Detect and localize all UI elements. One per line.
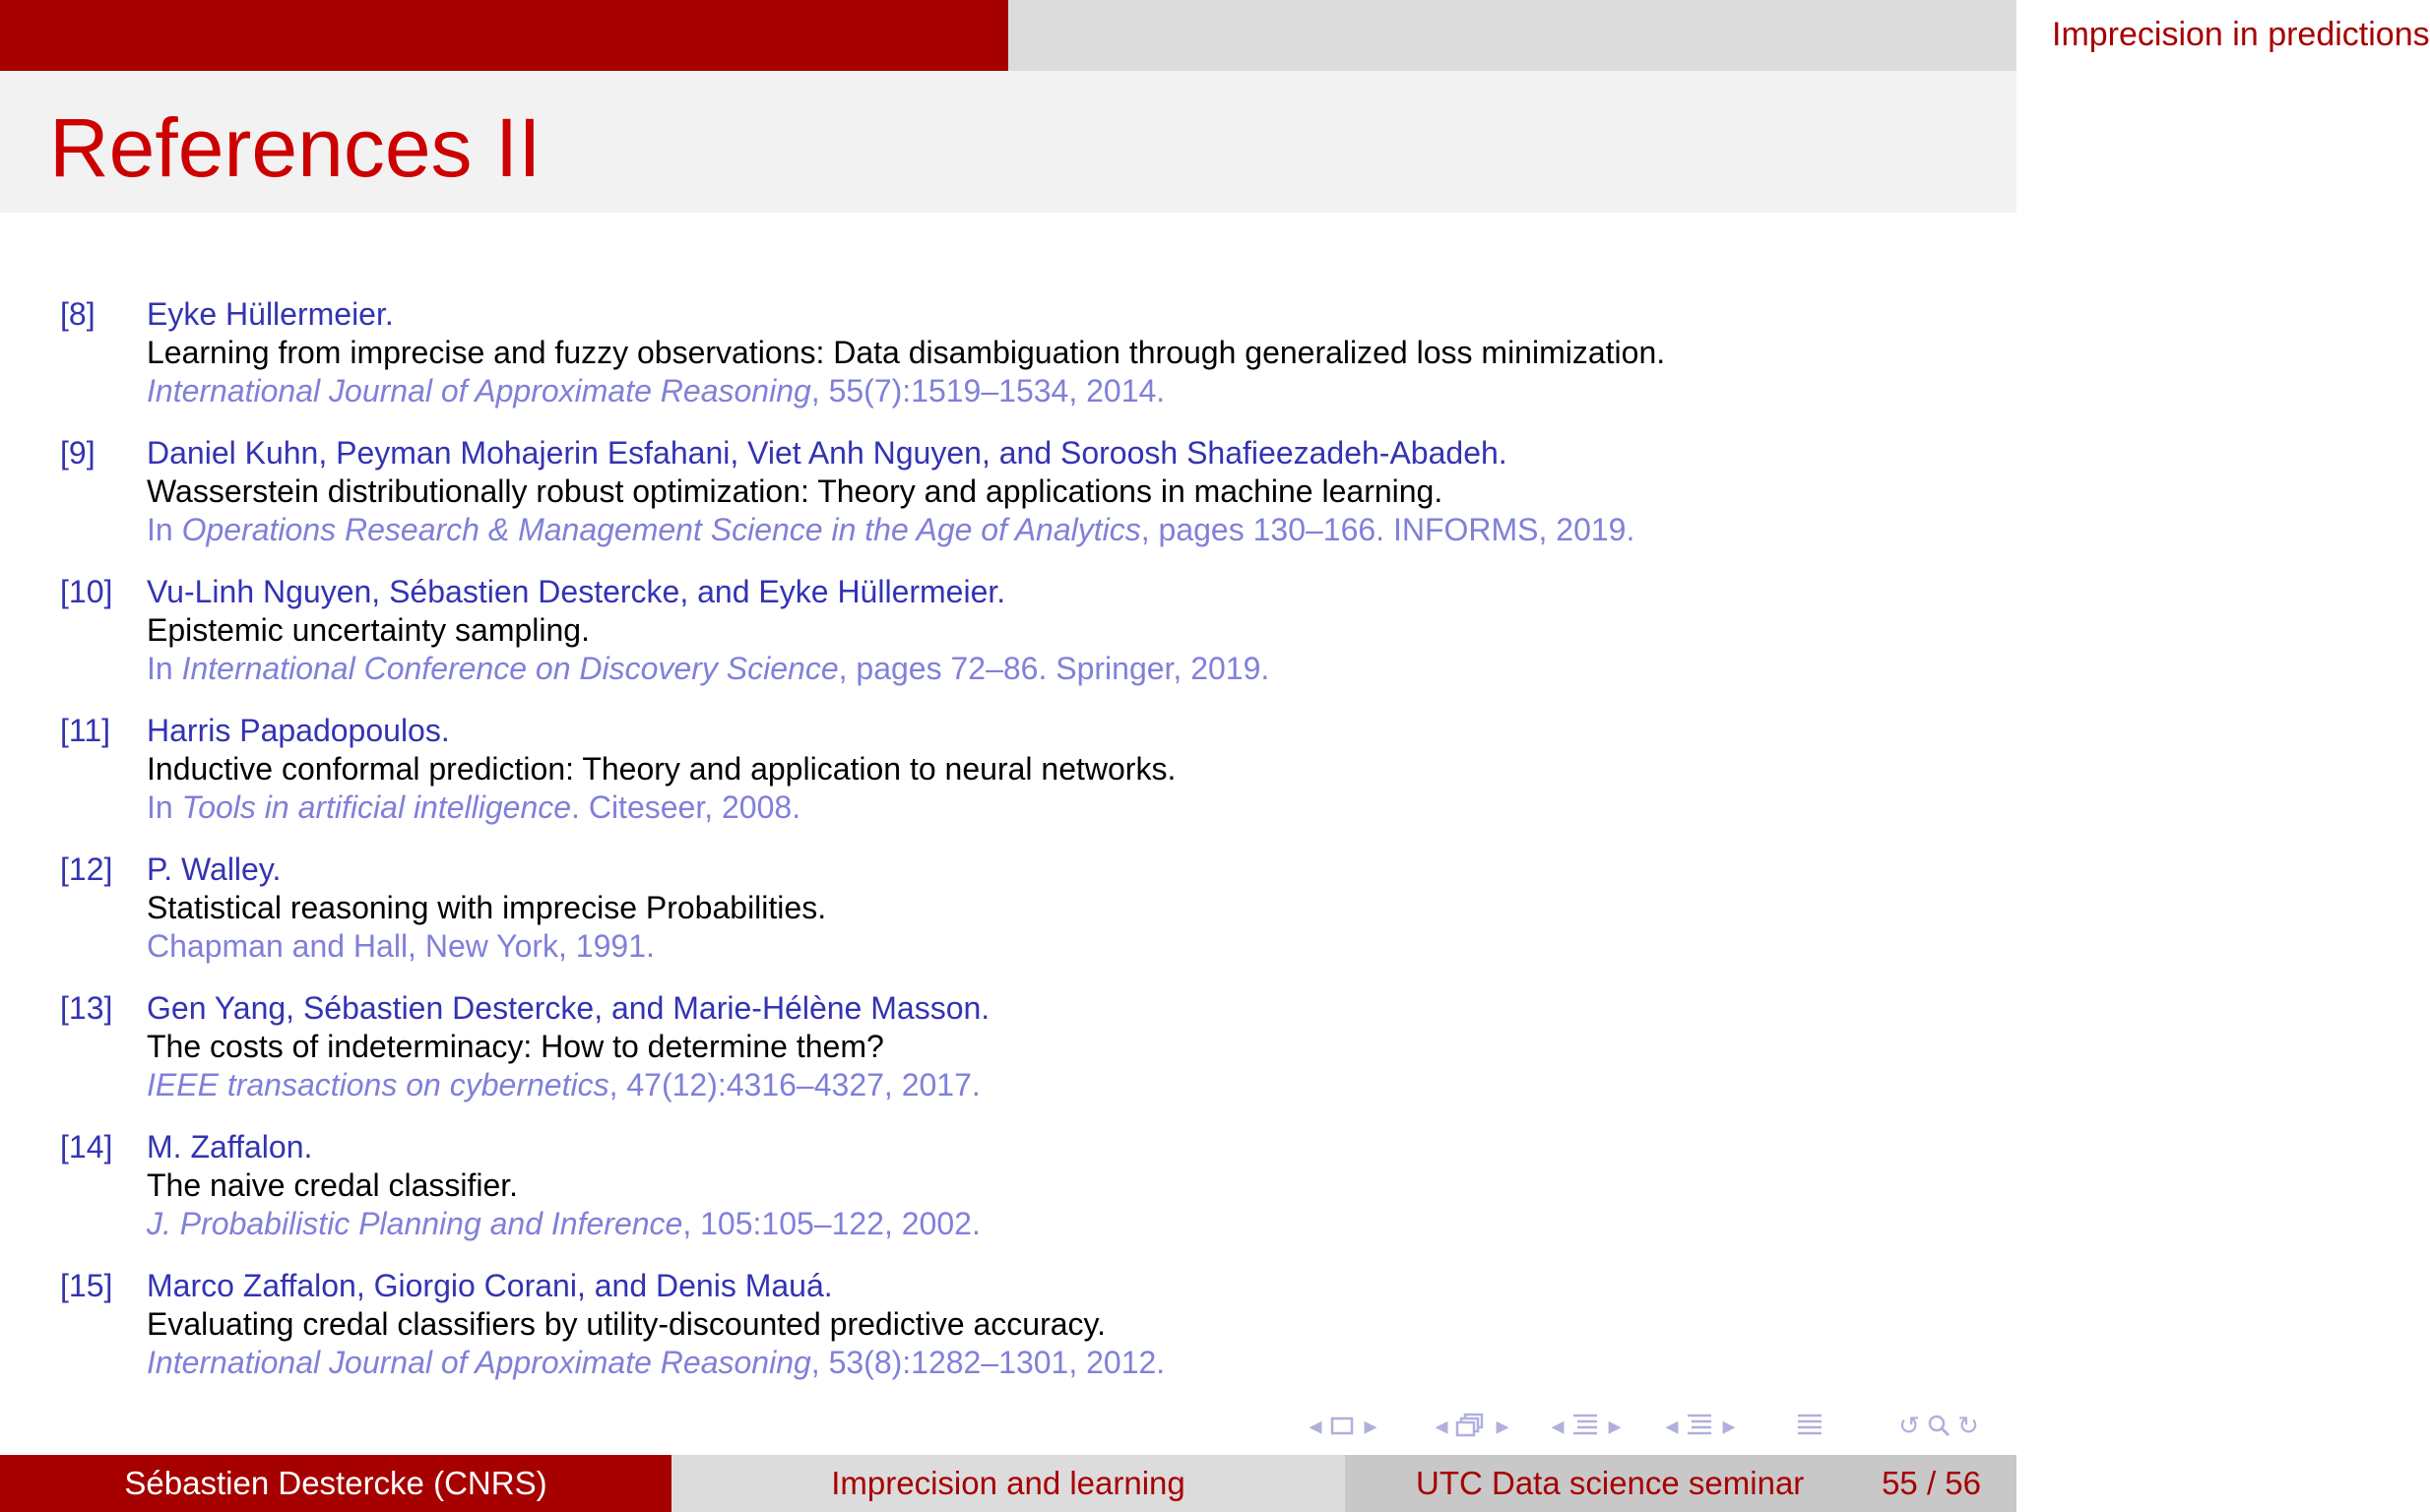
reference-number: [9] [60,435,96,471]
nav-prev-subsection-icon[interactable]: ◂ [1551,1411,1565,1440]
reference-title: The costs of indeterminacy: How to determine them? [147,1029,884,1064]
nav-prev-section-icon[interactable]: ◂ [1665,1411,1679,1440]
nav-right-panel [1008,0,2430,71]
nav-next-subsection-icon[interactable]: ▸ [1608,1411,1622,1440]
reference-authors: Gen Yang, Sébastien Destercke, and Marie-Hélène Masson. [147,990,991,1026]
frame-icon[interactable] [1455,1410,1489,1441]
back-icon[interactable]: ↺ [1898,1411,1920,1440]
footer-event: UTC Data science seminar [1416,1465,1805,1501]
nav-next-section-icon[interactable]: ▸ [1722,1411,1736,1440]
page-number: 55 / 56 [1882,1465,1981,1501]
nav-prev-slide-icon[interactable]: ◂ [1309,1411,1322,1440]
reference-venue: Chapman and Hall, New York, 1991. [147,928,655,964]
reference-authors: M. Zaffalon. [147,1129,313,1165]
reference-venue: IEEE transactions on cybernetics, 47(12):4316–4327, 2017. [147,1067,981,1102]
footer-event-panel [1345,1455,2016,1512]
reference-venue: In Operations Research & Management Science in the Age of Analytics, pages 130–166. INFORMS, 2019. [147,512,1635,547]
reference-number: [13] [60,990,113,1026]
nav-next-slide-icon[interactable]: ▸ [1364,1411,1377,1440]
bibliography [0,295,2016,1406]
reference-authors: P. Walley. [147,851,282,887]
reference-authors: Marco Zaffalon, Giorgio Corani, and Denis Mauá. [147,1268,833,1303]
reference-title: Evaluating credal classifiers by utility-discounted predictive accuracy. [147,1306,1107,1342]
reference-authors: Harris Papadopoulos. [147,713,450,748]
reference-entry [0,1267,2016,1382]
nav-next-frame-icon[interactable]: ▸ [1496,1411,1509,1440]
nav-prev-frame-icon[interactable]: ◂ [1435,1411,1448,1440]
reference-title: Learning from imprecise and fuzzy observations: Data disambiguation through generalized loss minimization. [147,335,1666,370]
reference-authors: Daniel Kuhn, Peyman Mohajerin Esfahani, Viet Anh Nguyen, and Soroosh Shafieezadeh-Abadeh. [147,435,1507,471]
reference-entry [0,989,2016,1104]
reference-entry [0,712,2016,827]
reference-entry [0,295,2016,410]
footer-author: Sébastien Destercke (CNRS) [0,1455,671,1512]
reference-number: [14] [60,1129,113,1165]
footer [0,1455,2016,1512]
footer-title: Imprecision and learning [671,1455,1345,1512]
reference-venue: J. Probabilistic Planning and Inference, 105:105–122, 2002. [147,1206,981,1241]
nav-section-imprecision-in-predictions[interactable]: Imprecision in predictions [2052,16,2430,53]
nav-left-panel [0,0,1008,71]
forward-icon[interactable]: ↻ [1957,1411,1979,1440]
reference-authors: Eyke Hüllermeier. [147,296,394,332]
reference-authors: Vu-Linh Nguyen, Sébastien Destercke, and Eyke Hüllermeier. [147,574,1006,609]
slide-icon[interactable] [1329,1410,1357,1441]
reference-entry [0,850,2016,966]
reference-number: [15] [60,1268,113,1303]
section-icon[interactable] [1686,1410,1715,1441]
frame-title: References II [49,101,542,194]
reference-entry [0,434,2016,549]
frame-title-bar [0,71,2016,213]
reference-venue: In International Conference on Discovery Science, pages 72–86. Springer, 2019. [147,651,1270,686]
document-icon[interactable] [1796,1410,1825,1441]
reference-number: [8] [60,296,96,332]
reference-title: The naive credal classifier. [147,1167,519,1203]
search-icon[interactable] [1926,1410,1951,1441]
reference-title: Wasserstein distributionally robust optimization: Theory and applications in machine learning. [147,473,1443,509]
reference-title: Inductive conformal prediction: Theory and application to neural networks. [147,751,1177,787]
reference-entry [0,573,2016,688]
section-navigation [0,0,2430,71]
reference-number: [12] [60,851,113,887]
reference-venue: In Tools in artificial intelligence. Citeseer, 2008. [147,789,801,825]
reference-title: Epistemic uncertainty sampling. [147,612,590,648]
reference-number: [10] [60,574,113,609]
reference-number: [11] [60,713,110,748]
reference-title: Statistical reasoning with imprecise Probabilities. [147,890,827,925]
reference-venue: International Journal of Approximate Reasoning, 53(8):1282–1301, 2012. [147,1345,1166,1380]
reference-venue: International Journal of Approximate Reasoning, 55(7):1519–1534, 2014. [147,373,1166,409]
reference-entry [0,1128,2016,1243]
subsection-icon[interactable] [1571,1410,1601,1441]
